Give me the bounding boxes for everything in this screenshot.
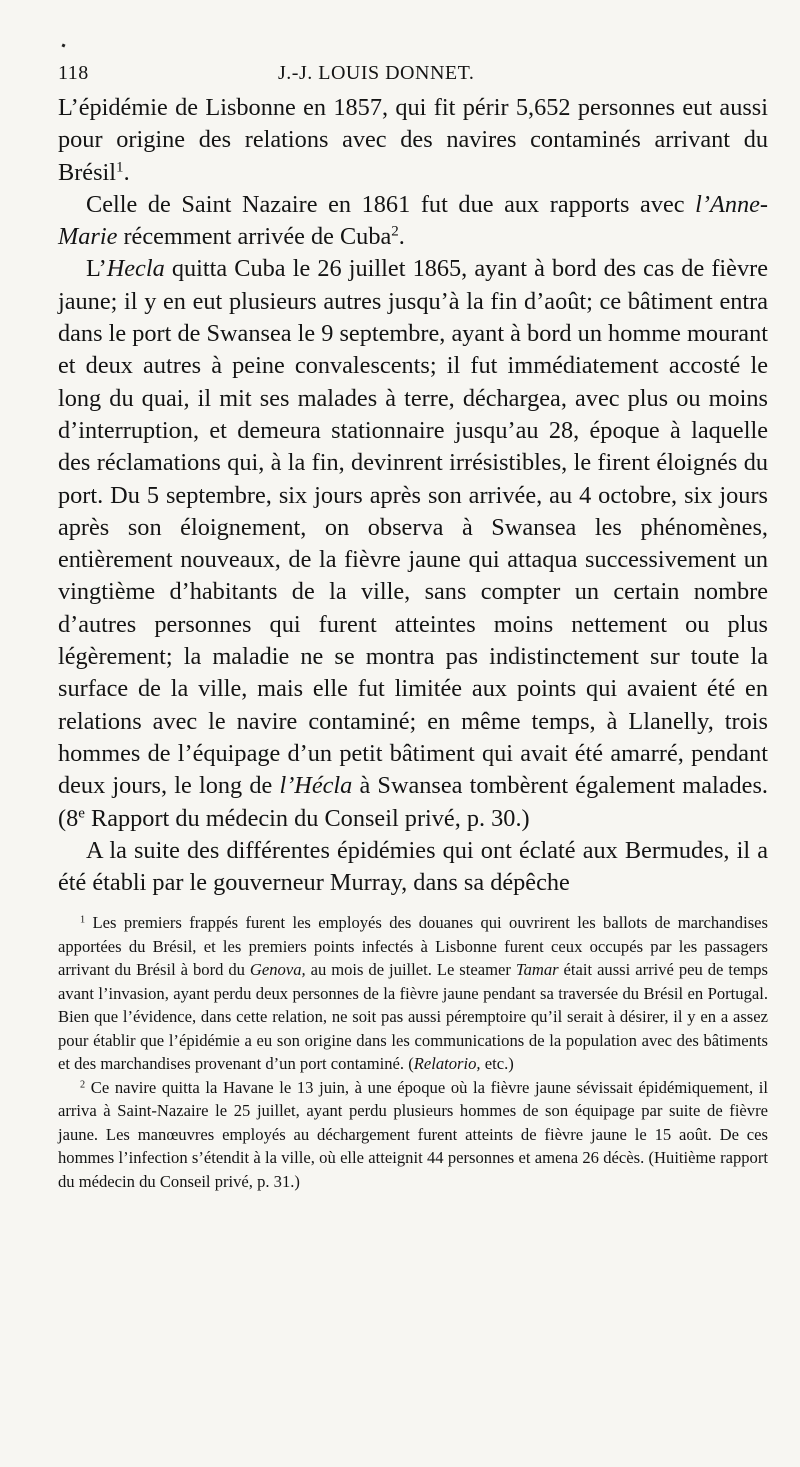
text-run: quitta Cuba le 26 juillet 1865, ayant à bord des cas de fièvre jaune; il y en eut plusieurs autres jusqu’à la fin d’août; ce bâtiment entra dans le port de Swansea le 9 septembre, ayant à bord un homme mourant et deux autres à peine convalescents; il fut immédiatement accosté le long du quai, il mit ses malades à terre, déchargea, avec plus ou moins d’interruption, et demeura stationnaire jusqu’au 28, époque à laquelle des réclamations qui, à la fin, devinrent irrésistibles, le firent éloignés du port. Du 5 septembre, six jours après son arrivée, au 4 octobre, six jours après son éloignement, on observa à Swansea les phénomènes, entièrement nouveaux, de la fièvre jaune qui attaqua successivement un vingtième d’habitants de la ville, sans compter un certain nombre d’autres personnes qui furent atteintes moins nettement ou plus légèrement; la maladie ne se montra pas indistinctement sur toute la surface de la ville, mais elle fut limitée aux points qui avaient été en relations avec le navire contaminé; en même temps, à Llanelly, trois hommes de l’équipage d’un petit bâtiment qui avait été amarré, pendant deux jours, le long de xyxy=(58,255,768,800)
note-marker: 2 xyxy=(391,223,399,240)
paragraph xyxy=(58,189,768,254)
note-marker: 1 xyxy=(80,914,86,926)
text-run: A la suite des différentes épidémies qui ont éclaté aux Bermudes, il a été établi par le gouverneur Murray, dans sa dépêche xyxy=(58,836,768,897)
paragraph xyxy=(58,253,768,834)
note-marker: e xyxy=(78,805,85,822)
text-run: récemment arrivée de Cuba xyxy=(117,223,392,251)
italic-text: Hecla xyxy=(106,255,165,283)
body-text xyxy=(58,92,768,899)
italic-text: Tamar xyxy=(515,960,559,980)
book-page xyxy=(58,56,768,1193)
text-run: au mois de juillet. Le steamer xyxy=(305,960,516,980)
ink-speck xyxy=(62,44,66,48)
text-run: était aussi arrivé peu de temps avant l’invasion, ayant perdu deux personnes de la fièvre jaune pendant sa traversée du Brésil en Portugal. Bien que l’évidence, dans cette relation, ne soit pas aussi péremptoire qu’il serait à désirer, il y en a assez pour établir que l’épidémie a eu son origine dans les communications de la population avec des bâtiments et des marchandises provenant d’un port contaminé. ( xyxy=(58,960,768,1074)
italic-text: Genova, xyxy=(249,960,306,980)
footnotes xyxy=(58,911,768,1193)
footnote xyxy=(58,911,768,1076)
text-run: . xyxy=(123,158,130,186)
note-marker: 2 xyxy=(80,1079,86,1091)
italic-text: Relatorio, xyxy=(413,1054,481,1074)
page-number: 118 xyxy=(58,62,89,84)
text-run: Celle de Saint Nazaire en 1861 fut due aux rapports avec xyxy=(86,190,696,218)
text-run: Les premiers frappés furent les employés des douanes qui ouvrirent les ballots de marchandises apportées du Brésil, et les premiers points infectés à Lisbonne furent ceux occupés par les passagers arrivant du Brésil à bord du xyxy=(58,913,768,980)
italic-text: l’Hécla xyxy=(279,772,353,800)
text-run: . xyxy=(398,223,405,251)
paragraph xyxy=(58,835,768,900)
text-run: à Swansea tombèrent également malades. (8 xyxy=(58,772,768,832)
paragraph xyxy=(58,92,768,189)
running-head: J.-J. LOUIS DONNET. xyxy=(278,62,475,84)
footnote xyxy=(58,1076,768,1194)
text-run: L’épidémie de Lisbonne en 1857, qui fit périr 5,652 personnes eut aussi pour origine des relations avec des navires contaminés arrivant du Brésil xyxy=(58,94,768,186)
text-run: Ce navire quitta la Havane le 13 juin, à une époque où la fièvre jaune sévissait épidémiquement, il arriva à Saint-Nazaire le 25 juillet, ayant perdu plusieurs hommes de son équipage par suite de fièvre jaune. Les manœuvres employés au déchargement furent atteints de fièvre jaune le 15 août. De ces hommes l’infection s’étendit à la ville, où elle atteignit 44 personnes et amena 26 décès. (Huitième rapport du médecin du Conseil privé, p. 31.) xyxy=(58,1077,768,1191)
note-marker: 1 xyxy=(116,159,124,176)
italic-text: l’Anne-Marie xyxy=(58,190,768,251)
text-run: etc.) xyxy=(480,1054,514,1074)
text-run: L’ xyxy=(86,255,107,283)
page-header xyxy=(58,56,768,92)
text-run: Rapport du médecin du Conseil privé, p. 30.) xyxy=(84,804,530,832)
